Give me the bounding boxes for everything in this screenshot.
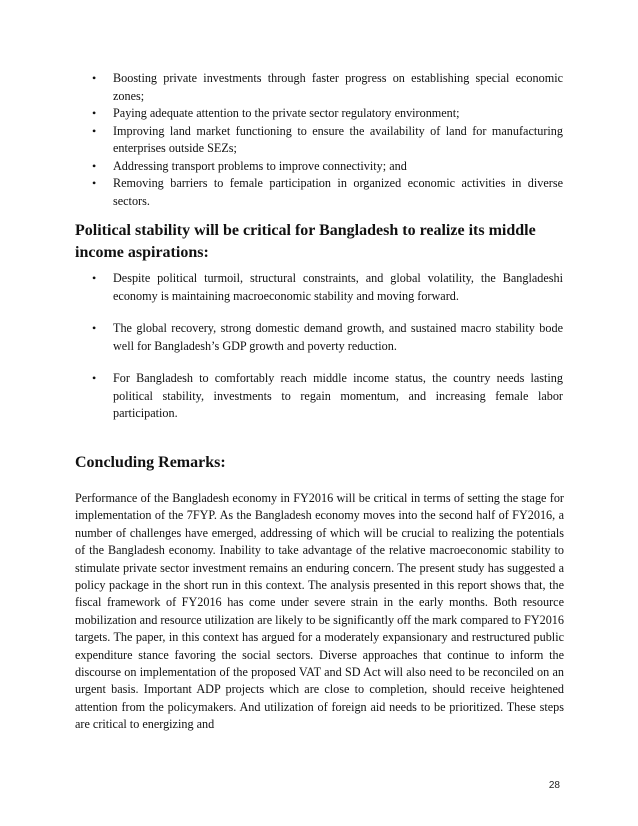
page-number: 28 <box>548 780 560 791</box>
list-item: • For Bangladesh to comfortably reach middle income status, the country needs lasting political stability, investments to regain momentum, and increasing female labor participation. <box>75 370 563 423</box>
section-heading-political-stability: Political stability will be critical for Bangladesh to realize its middle income aspirations: <box>75 222 536 261</box>
political-bullet-list <box>75 270 563 438</box>
list-item: • Improving land market functioning to ensure the availability of land for manufacturing enterprises outside SEZs; <box>75 123 563 158</box>
list-item: • Paying adequate attention to the private sector regulatory environment; <box>75 105 563 123</box>
concluding-paragraph: Performance of the Bangladesh economy in FY2016 will be critical in terms of setting the stage for implementation of the 7FYP. As the Bangladesh economy moves into the second half of FY2016, a number of challenges have emerged, addressing of which will be crucial to realizing the potentials of the Bangladesh economy. Inability to take advantage of the relative macroeconomic stability to stimulate private sector investment remains an enduring concern. The present study has suggested a policy package in the short run in this context. The analysis presented in this report shows that, the fiscal framework of FY2016 has come under severe strain in the early months. Both resource mobilization and resource utilization are likely to be significantly off the mark compared to FY2016 targets. The paper, in this context has argued for a moderately expansionary and restructured public expenditure stance favoring the social sectors. Diverse approaches that continue to inform the discourse on implementation of the proposed VAT and SD Act will also need to be reconciled on an urgent basis. Important ADP projects which are close to completion, should receive heightened attention from the policymakers. And utilization of foreign aid needs to be prioritized. These steps are critical to energizing and <box>75 491 564 732</box>
list-item: • Addressing transport problems to improve connectivity; and <box>75 158 563 176</box>
policy-bullet-list <box>75 70 563 210</box>
list-item: • The global recovery, strong domestic demand growth, and sustained macro stability bode well for Bangladesh’s GDP growth and poverty reduction. <box>75 320 563 355</box>
section-heading-concluding-remarks: Concluding Remarks: <box>75 454 226 471</box>
list-item: • Removing barriers to female participation in organized economic activities in diverse sectors. <box>75 175 563 210</box>
list-item: • Despite political turmoil, structural constraints, and global volatility, the Bangladeshi economy is maintaining macroeconomic stability and moving forward. <box>75 270 563 305</box>
list-item: • Boosting private investments through faster progress on establishing special economic zones; <box>75 70 563 105</box>
